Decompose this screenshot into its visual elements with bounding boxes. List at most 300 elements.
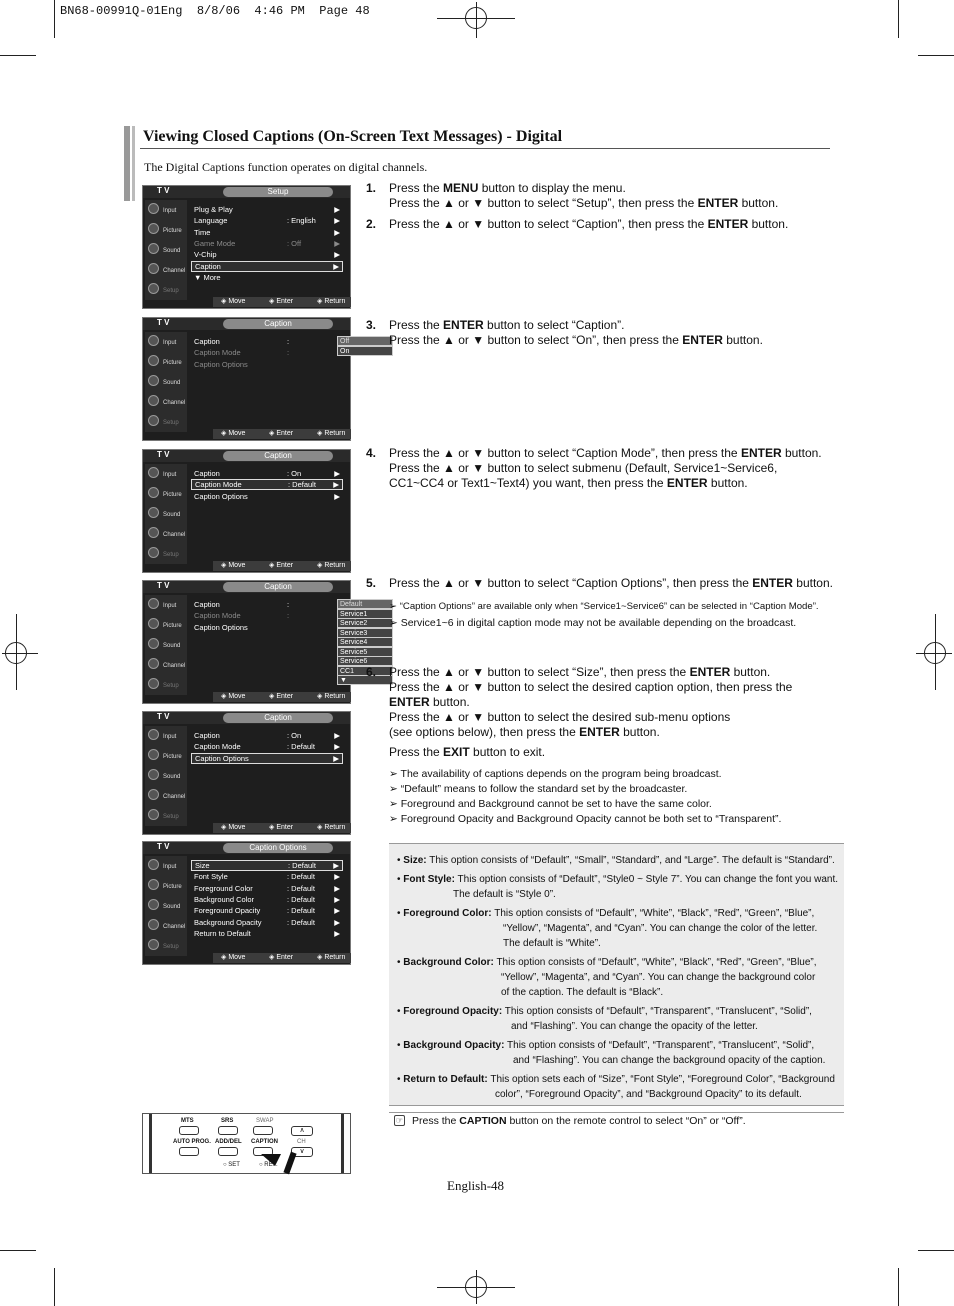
side-item-setup[interactable] <box>147 808 187 826</box>
remote-label-set: ○ SET <box>223 1162 240 1168</box>
row-value: : Default <box>287 917 315 927</box>
menu-row[interactable] <box>191 741 343 752</box>
side-item-label: Sound <box>163 904 181 910</box>
side-item-sound[interactable] <box>147 637 187 655</box>
menu-footer <box>213 429 351 439</box>
side-item-label: Picture <box>163 754 182 760</box>
side-item-sound[interactable] <box>147 242 187 260</box>
enter-label: Enter <box>276 430 294 437</box>
step-line: Press the ▲ or ▼ button to select submenu (Default, Service1~Service6, <box>389 461 778 475</box>
menu-row[interactable] <box>191 860 343 871</box>
row-label: Caption <box>194 337 220 346</box>
row-value: : <box>287 337 290 346</box>
side-item-setup[interactable] <box>147 546 187 564</box>
side-item-channel[interactable] <box>147 657 187 675</box>
side-item-label: Input <box>163 734 177 740</box>
row-label: Plug & Play <box>194 205 233 214</box>
menu-row[interactable] <box>191 871 343 882</box>
remote-edge <box>149 1114 152 1173</box>
side-item-channel[interactable] <box>147 788 187 806</box>
popup-option[interactable]: Service1 <box>337 609 393 619</box>
row-label: Caption <box>194 469 220 478</box>
menu-title: Caption <box>223 319 333 329</box>
menu-header <box>143 318 350 330</box>
arrow-right-icon: ▶ <box>333 861 339 870</box>
row-value: : Default <box>287 872 315 882</box>
step-line: Press the ▲ or ▼ button to select “Setup”, then press the ENTER button. <box>389 196 779 210</box>
setup-icon <box>148 547 159 558</box>
popup-option[interactable]: ▼ <box>337 675 393 685</box>
menu-row[interactable] <box>191 491 343 502</box>
menu-rows <box>191 595 368 695</box>
arrow-right-icon: ▶ <box>334 894 340 904</box>
side-item-channel[interactable] <box>147 526 187 544</box>
title-bar-accent <box>124 126 130 201</box>
menu-header <box>143 581 350 593</box>
picture-icon <box>148 749 159 760</box>
menu-row[interactable] <box>191 610 343 621</box>
side-item-label: Input <box>163 208 177 214</box>
row-label: Language <box>194 216 228 226</box>
hand-icon: ☞ <box>395 1116 404 1125</box>
side-item-input[interactable] <box>147 728 187 746</box>
side-item-setup[interactable] <box>147 282 187 300</box>
enter-label: Enter <box>276 298 294 305</box>
page-number: English-48 <box>447 1178 505 1193</box>
option-font-style <box>397 872 837 902</box>
row-value: : On <box>287 469 302 478</box>
arrow-right-icon: ▶ <box>334 731 340 740</box>
row-value: : Default <box>287 742 315 752</box>
tv-menu-2 <box>142 317 351 441</box>
step-number: 5. <box>366 576 377 590</box>
enter-label: Enter <box>276 824 294 831</box>
crop-mark <box>898 1268 899 1306</box>
menu-row[interactable] <box>191 917 343 928</box>
menu-header <box>143 450 350 462</box>
enter-hint: ◈ Enter <box>269 298 294 305</box>
remote-label-swap: SWAP <box>256 1118 274 1124</box>
move-label: Move <box>228 430 246 437</box>
side-menu <box>145 595 187 695</box>
return-hint: ◈ Return <box>317 693 346 700</box>
menu-row[interactable] <box>191 468 343 479</box>
return-hint: ◈ Return <box>317 298 346 305</box>
step-number: 1. <box>366 181 377 195</box>
popup-option[interactable]: Service5 <box>337 647 393 657</box>
swap-button[interactable] <box>253 1126 273 1135</box>
row-label: ▼ More <box>194 272 221 282</box>
row-label: Caption Options <box>194 359 248 369</box>
menu-rows <box>191 200 347 300</box>
menu-title: Caption <box>223 713 333 723</box>
side-item-label: Setup <box>163 420 179 426</box>
side-item-picture[interactable] <box>147 486 187 504</box>
arrow-right-icon: ▶ <box>333 753 339 763</box>
option-line: • Background Color: This option consists of “Default”, “White”, “Black”, “Red”, “Green”, “Blue”, <box>397 957 817 968</box>
picture-icon <box>148 618 159 629</box>
return-label: Return <box>324 562 346 569</box>
side-item-label: Picture <box>163 884 182 890</box>
row-label: Size <box>195 861 210 870</box>
side-item-label: Channel <box>163 924 186 930</box>
row-value: : English <box>287 216 316 226</box>
arrow-right-icon: ▶ <box>334 906 340 916</box>
row-label: Caption Options <box>195 753 249 763</box>
input-icon <box>148 598 159 609</box>
arrow-right-icon: ▶ <box>334 928 340 938</box>
crop-mark <box>0 1250 36 1251</box>
menu-rows <box>191 332 350 432</box>
step-line: Press the MENU button to display the menu. <box>389 181 626 195</box>
side-item-picture[interactable] <box>147 748 187 766</box>
setup-icon <box>148 678 159 689</box>
page-title: Viewing Closed Captions (On-Screen Text Messages) - Digital <box>143 128 563 145</box>
step5-note: ➢ Service1~6 in digital caption mode may not be available depending on the broadcast. <box>389 617 797 629</box>
row-value: : Default <box>287 894 315 904</box>
side-item-picture[interactable] <box>147 354 187 372</box>
side-item-label: Input <box>163 864 177 870</box>
side-item-label: Picture <box>163 492 182 498</box>
side-item-label: Channel <box>163 794 186 800</box>
remote-label-mts: MTS <box>181 1118 194 1124</box>
ch-up-button[interactable]: ∧ <box>291 1126 313 1136</box>
ch-down-button[interactable]: ∨ <box>291 1147 313 1157</box>
return-hint: ◈ Return <box>317 562 346 569</box>
menu-row[interactable] <box>191 272 343 283</box>
menu-row[interactable] <box>191 599 343 610</box>
move-label: Move <box>228 824 246 831</box>
return-label: Return <box>324 824 346 831</box>
step-number: 6. <box>366 665 377 679</box>
arrow-right-icon: ▶ <box>334 917 340 927</box>
side-item-input[interactable] <box>147 597 187 615</box>
sound-icon <box>148 769 159 780</box>
menu-row[interactable] <box>191 479 343 490</box>
auto-prog-button[interactable] <box>179 1147 199 1156</box>
popup-option[interactable]: Default <box>337 599 393 609</box>
menu-footer <box>213 692 351 702</box>
tv-label: T V <box>157 581 170 590</box>
sound-icon <box>148 375 159 386</box>
side-item-sound[interactable] <box>147 898 187 916</box>
step-line: Press the ▲ or ▼ button to select “On”, then press the ENTER button. <box>389 333 763 347</box>
side-item-picture[interactable] <box>147 878 187 896</box>
step6-note: ➢ The availability of captions depends on the program being broadcast. <box>389 768 722 780</box>
crop-mark <box>54 1268 55 1306</box>
menu-footer <box>213 823 351 833</box>
menu-row[interactable] <box>191 249 343 260</box>
side-item-sound[interactable] <box>147 374 187 392</box>
menu-footer <box>213 297 351 307</box>
row-label: Caption Mode <box>195 480 242 490</box>
move-label: Move <box>228 562 246 569</box>
arrow-right-icon: ▶ <box>333 261 339 271</box>
side-item-label: Sound <box>163 380 181 386</box>
picture-icon <box>148 487 159 498</box>
popup-option[interactable]: Service4 <box>337 637 393 647</box>
side-item-label: Picture <box>163 228 182 234</box>
step-line: CC1~CC4 or Text1~Text4) you want, then press the ENTER button. <box>389 476 748 490</box>
menu-rows <box>191 856 347 956</box>
enter-hint: ◈ Enter <box>269 954 294 961</box>
row-value: : <box>287 611 290 621</box>
arrow-right-icon: ▶ <box>334 742 340 752</box>
input-icon <box>148 335 159 346</box>
side-item-label: Setup <box>163 683 179 689</box>
registration-mark <box>465 7 487 29</box>
popup-option[interactable]: Service6 <box>337 656 393 666</box>
move-hint: ◈ Move <box>221 430 246 437</box>
side-item-label: Sound <box>163 643 181 649</box>
step-line: Press the ▲ or ▼ button to select the desired sub-menu options <box>389 710 731 724</box>
row-value: : <box>287 348 290 358</box>
row-label: Time <box>194 227 211 237</box>
setup-icon <box>148 809 159 820</box>
options-box <box>389 843 844 1106</box>
menu-title: Caption <box>223 582 333 592</box>
side-item-label: Picture <box>163 623 182 629</box>
move-hint: ◈ Move <box>221 954 246 961</box>
popup-option[interactable]: Off <box>337 336 393 346</box>
step-number: 2. <box>366 217 377 231</box>
option-line: • Font Style: This option consists of “Default”, “Style0 ~ Style 7”. You can change the font you want. <box>397 874 839 885</box>
channel-icon <box>148 395 159 406</box>
add-del-button[interactable] <box>218 1147 238 1156</box>
step-line: Press the ▲ or ▼ button to select “Size”, then press the ENTER button. <box>389 665 771 679</box>
row-value: : Default <box>288 480 316 490</box>
menu-row[interactable] <box>191 905 343 916</box>
menu-footer <box>213 953 351 963</box>
move-label: Move <box>228 693 246 700</box>
arrow-right-icon: ▶ <box>334 491 340 501</box>
option-line: “Yellow”, “Magenta”, and “Cyan”. You can change the background color <box>501 972 816 983</box>
step6-note: ➢ “Default” means to follow the standard set by the broadcaster. <box>389 783 688 795</box>
menu-row[interactable] <box>191 336 343 347</box>
step-line: ENTER button. <box>389 695 470 709</box>
menu-rows <box>191 464 347 564</box>
tv-menu-6 <box>142 841 351 965</box>
side-item-input[interactable] <box>147 202 187 220</box>
side-menu <box>145 200 187 300</box>
step5-note: ➢ “Caption Options” are available only when “Service1~Service6” can be selected in “Caption Mode”. <box>389 601 819 612</box>
row-value: : Default <box>288 861 316 870</box>
side-menu <box>145 332 187 432</box>
input-icon <box>148 729 159 740</box>
arrow-right-icon: ▶ <box>334 250 340 260</box>
row-label: Caption Options <box>194 622 248 632</box>
crop-mark <box>898 0 899 38</box>
side-item-channel[interactable] <box>147 394 187 412</box>
menu-title: Caption Options <box>223 843 333 853</box>
remote-label-add-del: ADD/DEL <box>215 1139 242 1145</box>
step6-note: ➢ Foreground and Background cannot be set to have the same color. <box>389 798 712 810</box>
tv-menu-5 <box>142 711 351 835</box>
popup-option[interactable]: Service3 <box>337 628 393 638</box>
registration-mark <box>465 1276 487 1298</box>
menu-row[interactable] <box>191 261 343 272</box>
side-item-sound[interactable] <box>147 768 187 786</box>
menu-row[interactable] <box>191 894 343 905</box>
option-line: • Background Opacity: This option consists of “Default”, “Transparent”, “Translucent”, “Solid”, <box>397 1040 815 1051</box>
menu-title: Setup <box>223 187 333 197</box>
side-item-label: Input <box>163 603 177 609</box>
return-label: Return <box>324 693 346 700</box>
return-hint: ◈ Return <box>317 954 346 961</box>
remote-note: Press the CAPTION button on the remote control to select “On” or “Off”. <box>412 1115 746 1127</box>
move-hint: ◈ Move <box>221 298 246 305</box>
move-hint: ◈ Move <box>221 562 246 569</box>
setup-icon <box>148 283 159 294</box>
channel-icon <box>148 658 159 669</box>
side-item-setup[interactable] <box>147 414 187 432</box>
side-item-label: Channel <box>163 663 186 669</box>
option-line: The default is “Style 0”. <box>453 889 556 900</box>
option-background-color <box>397 955 837 1000</box>
side-item-input[interactable] <box>147 466 187 484</box>
side-item-label: Setup <box>163 944 179 950</box>
row-label: Caption Mode <box>194 742 241 752</box>
return-hint: ◈ Return <box>317 430 346 437</box>
side-item-picture[interactable] <box>147 617 187 635</box>
option-line: and “Flashing”. You can change the opacity of the letter. <box>511 1021 758 1032</box>
enter-hint: ◈ Enter <box>269 430 294 437</box>
remote-edge <box>341 1114 344 1173</box>
row-value: : Default <box>287 883 315 893</box>
remote-label-caption: CAPTION <box>251 1139 278 1145</box>
side-item-label: Sound <box>163 248 181 254</box>
option-line: “Yellow”, “Magenta”, and “Cyan”. You can change the color of the letter. <box>503 923 818 934</box>
input-icon <box>148 467 159 478</box>
menu-row[interactable] <box>191 883 343 894</box>
side-item-input[interactable] <box>147 858 187 876</box>
pointer-arrow-icon <box>259 1150 303 1174</box>
side-item-input[interactable] <box>147 334 187 352</box>
remote-label-ch: CH <box>297 1139 306 1145</box>
channel-icon <box>148 789 159 800</box>
menu-row[interactable] <box>191 238 343 249</box>
arrow-right-icon: ▶ <box>334 227 340 237</box>
side-menu <box>145 464 187 564</box>
sound-icon <box>148 899 159 910</box>
step-line: (see options below), then press the ENTER button. <box>389 725 660 739</box>
option-line: The default is “White”. <box>503 938 601 949</box>
menu-title: Caption <box>223 451 333 461</box>
row-label: Game Mode <box>194 238 236 248</box>
menu-row[interactable] <box>191 928 343 939</box>
side-item-label: Channel <box>163 268 186 274</box>
title-rule <box>140 148 830 149</box>
step-line: Press the ▲ or ▼ button to select the desired caption option, then press the <box>389 680 793 694</box>
picture-icon <box>148 879 159 890</box>
menu-header <box>143 842 350 854</box>
channel-icon <box>148 263 159 274</box>
menu-row[interactable] <box>191 215 343 226</box>
srs-button[interactable] <box>218 1126 238 1135</box>
arrow-right-icon: ▶ <box>334 469 340 478</box>
side-item-setup[interactable] <box>147 938 187 956</box>
option-line: and “Flashing”. You can change the background opacity of the caption. <box>513 1055 826 1066</box>
enter-label: Enter <box>276 562 294 569</box>
popup-option[interactable]: On <box>337 346 393 356</box>
menu-row[interactable] <box>191 622 343 633</box>
menu-row[interactable] <box>191 347 343 358</box>
row-label: Caption Options <box>194 491 248 501</box>
enter-hint: ◈ Enter <box>269 824 294 831</box>
option-background-opacity <box>397 1038 837 1068</box>
tv-label: T V <box>157 842 170 851</box>
registration-mark <box>924 642 946 664</box>
side-item-label: Setup <box>163 814 179 820</box>
move-label: Move <box>228 954 246 961</box>
enter-hint: ◈ Enter <box>269 693 294 700</box>
popup-option[interactable]: Service2 <box>337 618 393 628</box>
menu-row[interactable] <box>191 730 343 741</box>
move-hint: ◈ Move <box>221 693 246 700</box>
side-item-label: Sound <box>163 512 181 518</box>
arrow-right-icon: ▶ <box>334 238 340 248</box>
return-label: Return <box>324 430 346 437</box>
menu-footer <box>213 561 351 571</box>
return-label: Return <box>324 954 346 961</box>
remote-label-auto-prog: AUTO PROG. <box>173 1139 211 1145</box>
row-label: Foreground Opacity <box>194 906 261 916</box>
popup-option[interactable]: CC1 <box>337 666 393 676</box>
picture-icon <box>148 223 159 234</box>
return-hint: ◈ Return <box>317 824 346 831</box>
enter-label: Enter <box>276 693 294 700</box>
intro-text: The Digital Captions function operates on digital channels. <box>144 160 428 174</box>
input-icon <box>148 859 159 870</box>
side-item-channel[interactable] <box>147 262 187 280</box>
picture-icon <box>148 355 159 366</box>
menu-header <box>143 712 350 724</box>
tv-menu-4 <box>142 580 368 704</box>
step-number: 3. <box>366 318 377 332</box>
tv-menu-3 <box>142 449 351 573</box>
return-label: Return <box>324 298 346 305</box>
menu-row[interactable] <box>191 204 343 215</box>
tv-menu-1 <box>142 185 351 309</box>
side-item-label: Channel <box>163 532 186 538</box>
side-item-picture[interactable] <box>147 222 187 240</box>
menu-row[interactable] <box>191 359 343 370</box>
enter-hint: ◈ Enter <box>269 562 294 569</box>
mts-button[interactable] <box>179 1126 199 1135</box>
menu-row[interactable] <box>191 753 343 764</box>
crop-mark <box>54 0 55 38</box>
option-line: • Foreground Color: This option consists of “Default”, “White”, “Black”, “Red”, “Green”, “Blue”, <box>397 908 815 919</box>
row-value: : Off <box>287 238 302 248</box>
remote-label-set-text: SET <box>228 1162 240 1168</box>
print-header: BN68-00991Q-01Eng 8/8/06 4:46 PM Page 48 <box>60 4 370 18</box>
step6-note: ➢ Foreground Opacity and Background Opacity cannot be both set to “Transparent”. <box>389 813 782 825</box>
remote-label-re: ○ RE... <box>259 1162 278 1168</box>
title-bar-accent <box>132 126 135 201</box>
crop-mark <box>918 1250 954 1251</box>
tv-label: T V <box>157 318 170 327</box>
menu-row[interactable] <box>191 227 343 238</box>
sound-icon <box>148 243 159 254</box>
step-line: Press the ▲ or ▼ button to select “Caption Options”, then press the ENTER button. <box>389 576 833 590</box>
side-item-sound[interactable] <box>147 506 187 524</box>
side-item-label: Input <box>163 472 177 478</box>
remote-note-rule <box>389 1112 844 1113</box>
remote-label-srs: SRS <box>221 1118 234 1124</box>
row-label: Return to Default <box>194 928 251 938</box>
side-item-channel[interactable] <box>147 918 187 936</box>
side-item-setup[interactable] <box>147 677 187 695</box>
